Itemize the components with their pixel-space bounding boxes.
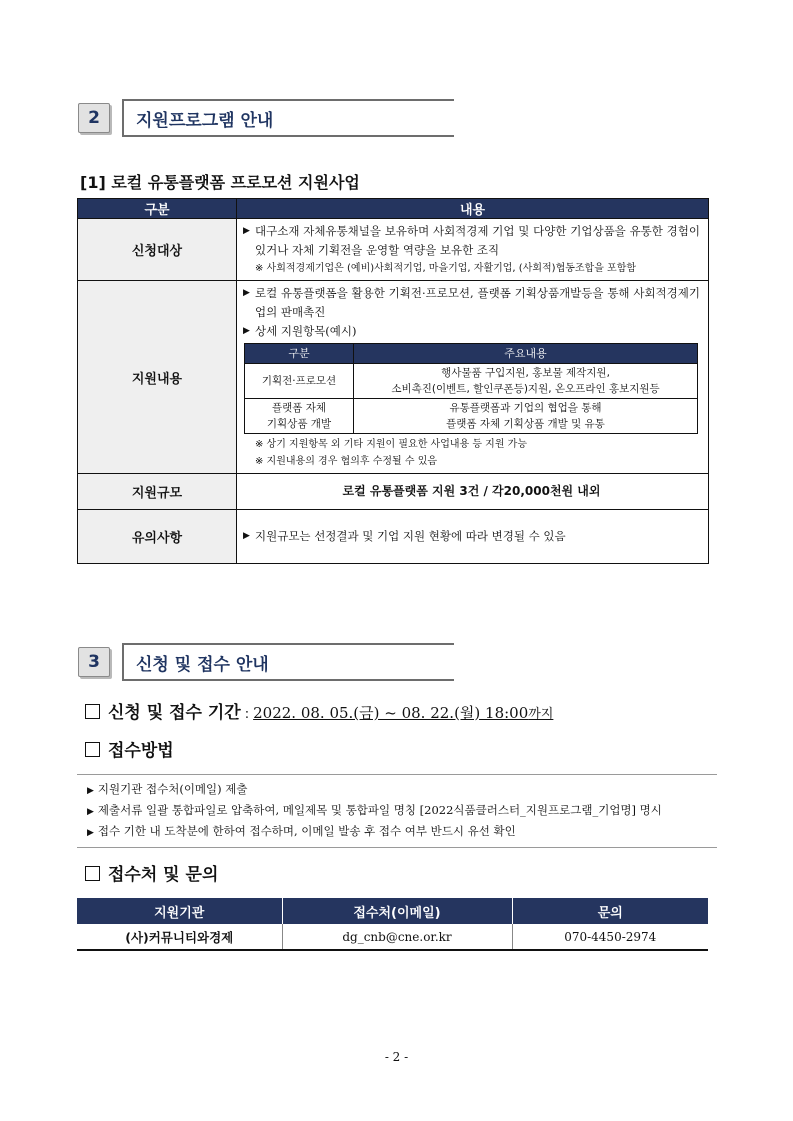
heading-rule-bottom [122,679,454,681]
scale-label: 지원규모 [78,474,237,510]
contact-phone: 070-4450-2974 [512,924,708,950]
caution-bullet [243,527,700,546]
method-item [87,780,717,801]
row-scale [78,474,709,510]
detail-row [245,399,698,434]
method-text: 지원기관 접수처(이메일) 제출 [97,782,248,796]
application-period [85,698,553,723]
section-3-heading [78,643,454,681]
support-note-2: ※ 지원내용의 경우 협의후 수정될 수 있음 [255,456,438,467]
program-table-header [78,199,709,219]
period-suffix: 까지 [528,707,554,722]
period-separator: : [244,707,250,722]
detail-line: 유통플랫폼과 기업의 협업을 통해 [449,402,602,414]
section-3-title: 신청 및 접수 안내 [136,655,269,675]
contact-row [77,924,708,950]
heading-rule-left [122,643,124,681]
detail-line: 플랫폼 자체 기획상품 개발 및 유통 [446,418,605,430]
method-text: 접수 기한 내 도착분에 한하여 접수하며, 이메일 발송 후 접수 여부 반드시 유선 확인 [97,824,516,838]
support-detail-table [244,343,698,434]
heading-rule-top [122,643,454,645]
bullet-arrow-icon: ▶ [243,326,250,336]
bullet-arrow-icon: ▶ [87,828,94,838]
detail-category-line: 플랫폼 자체 [271,402,327,414]
section-3-number: 3 [78,647,110,677]
row-caution [78,510,709,564]
detail-row [245,364,698,399]
program-table [77,198,709,564]
eligibility-content [237,219,709,281]
detail-content [354,399,698,434]
bullet-arrow-icon: ▶ [243,226,250,236]
caution-text: 지원규모는 선정결과 및 기업 지원 현황에 따라 변경될 수 있음 [255,529,566,543]
header-content: 내용 [237,199,709,219]
detail-category: 기획전·프로모션 [245,364,354,399]
heading-rule-top [122,99,454,101]
section-2-title: 지원프로그램 안내 [136,111,274,131]
program-subtitle: [1] 로컬 유통플랫폼 프로모션 지원사업 [80,173,360,192]
contact-header-email: 접수처(이메일) [282,898,512,924]
eligibility-label: 신청대상 [78,219,237,281]
detail-content [354,364,698,399]
support-bullet-2 [243,322,700,341]
caution-content [237,510,709,564]
row-support [78,281,709,474]
bullet-arrow-icon: ▶ [243,531,250,541]
method-heading [85,736,174,761]
contact-email[interactable]: dg_cnb@cne.or.kr [282,924,512,950]
row-eligibility [78,219,709,281]
detail-header-main: 주요내용 [354,344,698,364]
detail-line: 소비촉진(이벤트, 할인쿠폰등)지원, 온오프라인 홍보지원등 [391,383,660,395]
scale-text: 로컬 유통플랫폼 지원 3건 / 각20,000천원 내외 [237,474,709,510]
method-item [87,801,717,822]
caution-label: 유의사항 [78,510,237,564]
contact-label: 접수처 및 문의 [108,865,219,885]
eligibility-bullet [243,222,700,260]
checkbox-square-icon [85,866,100,881]
method-label: 접수방법 [108,741,174,761]
page-number: - 2 - [384,1050,409,1064]
detail-header-row [245,344,698,364]
detail-category-line: 기획상품 개발 [266,418,332,430]
method-text: 제출서류 일괄 통합파일로 압축하여, 메일제목 및 통합파일 명칭 [2022식품클러스터_지원프로그램_기업명] 명시 [97,803,662,817]
support-content [237,281,709,474]
detail-category [245,399,354,434]
bullet-arrow-icon: ▶ [243,288,250,298]
eligibility-text: 대구소재 자체유통채널을 보유하며 사회적경제 기업 및 다양한 기업상품을 유통한 경험이 있거나 자체 기획전을 운영할 역량을 보유한 조직 [255,224,700,257]
support-text-1: 로컬 유통플랫폼을 활용한 기획전·프로모션, 플랫폼 기획상품개발등을 통해 사회적경제기업의 판매촉진 [255,286,700,319]
checkbox-square-icon [85,742,100,757]
bullet-arrow-icon: ▶ [87,807,94,817]
detail-header-category: 구분 [245,344,354,364]
method-list [77,774,717,848]
detail-line: 행사물품 구입지원, 홍보물 제작지원, [441,367,610,379]
support-label: 지원내용 [78,281,237,474]
heading-rule-left [122,99,124,137]
contact-table [77,898,708,951]
eligibility-note: ※ 사회적경제기업은 (예비)사회적기업, 마을기업, 자활기업, (사회적)협동조합을 포함함 [255,263,637,274]
contact-header-phone: 문의 [512,898,708,924]
section-2-heading [78,99,454,137]
contact-heading [85,860,218,885]
header-category: 구분 [78,199,237,219]
heading-rule-bottom [122,135,454,137]
support-note-1: ※ 상기 지원항목 외 기타 지원이 필요한 사업내용 등 지원 가능 [255,439,528,450]
contact-org: (사)커뮤니티와경제 [77,924,282,950]
bullet-arrow-icon: ▶ [87,786,94,796]
period-label: 신청 및 접수 기간 [108,703,241,723]
period-value: 2022. 08. 05.(금) ~ 08. 22.(월) 18:00 [253,704,529,722]
contact-header-row [77,898,708,924]
contact-header-org: 지원기관 [77,898,282,924]
section-2-number: 2 [78,103,110,133]
checkbox-square-icon [85,704,100,719]
support-bullet-1 [243,284,700,322]
support-text-2: 상세 지원항목(예시) [255,324,357,338]
method-item [87,822,717,843]
